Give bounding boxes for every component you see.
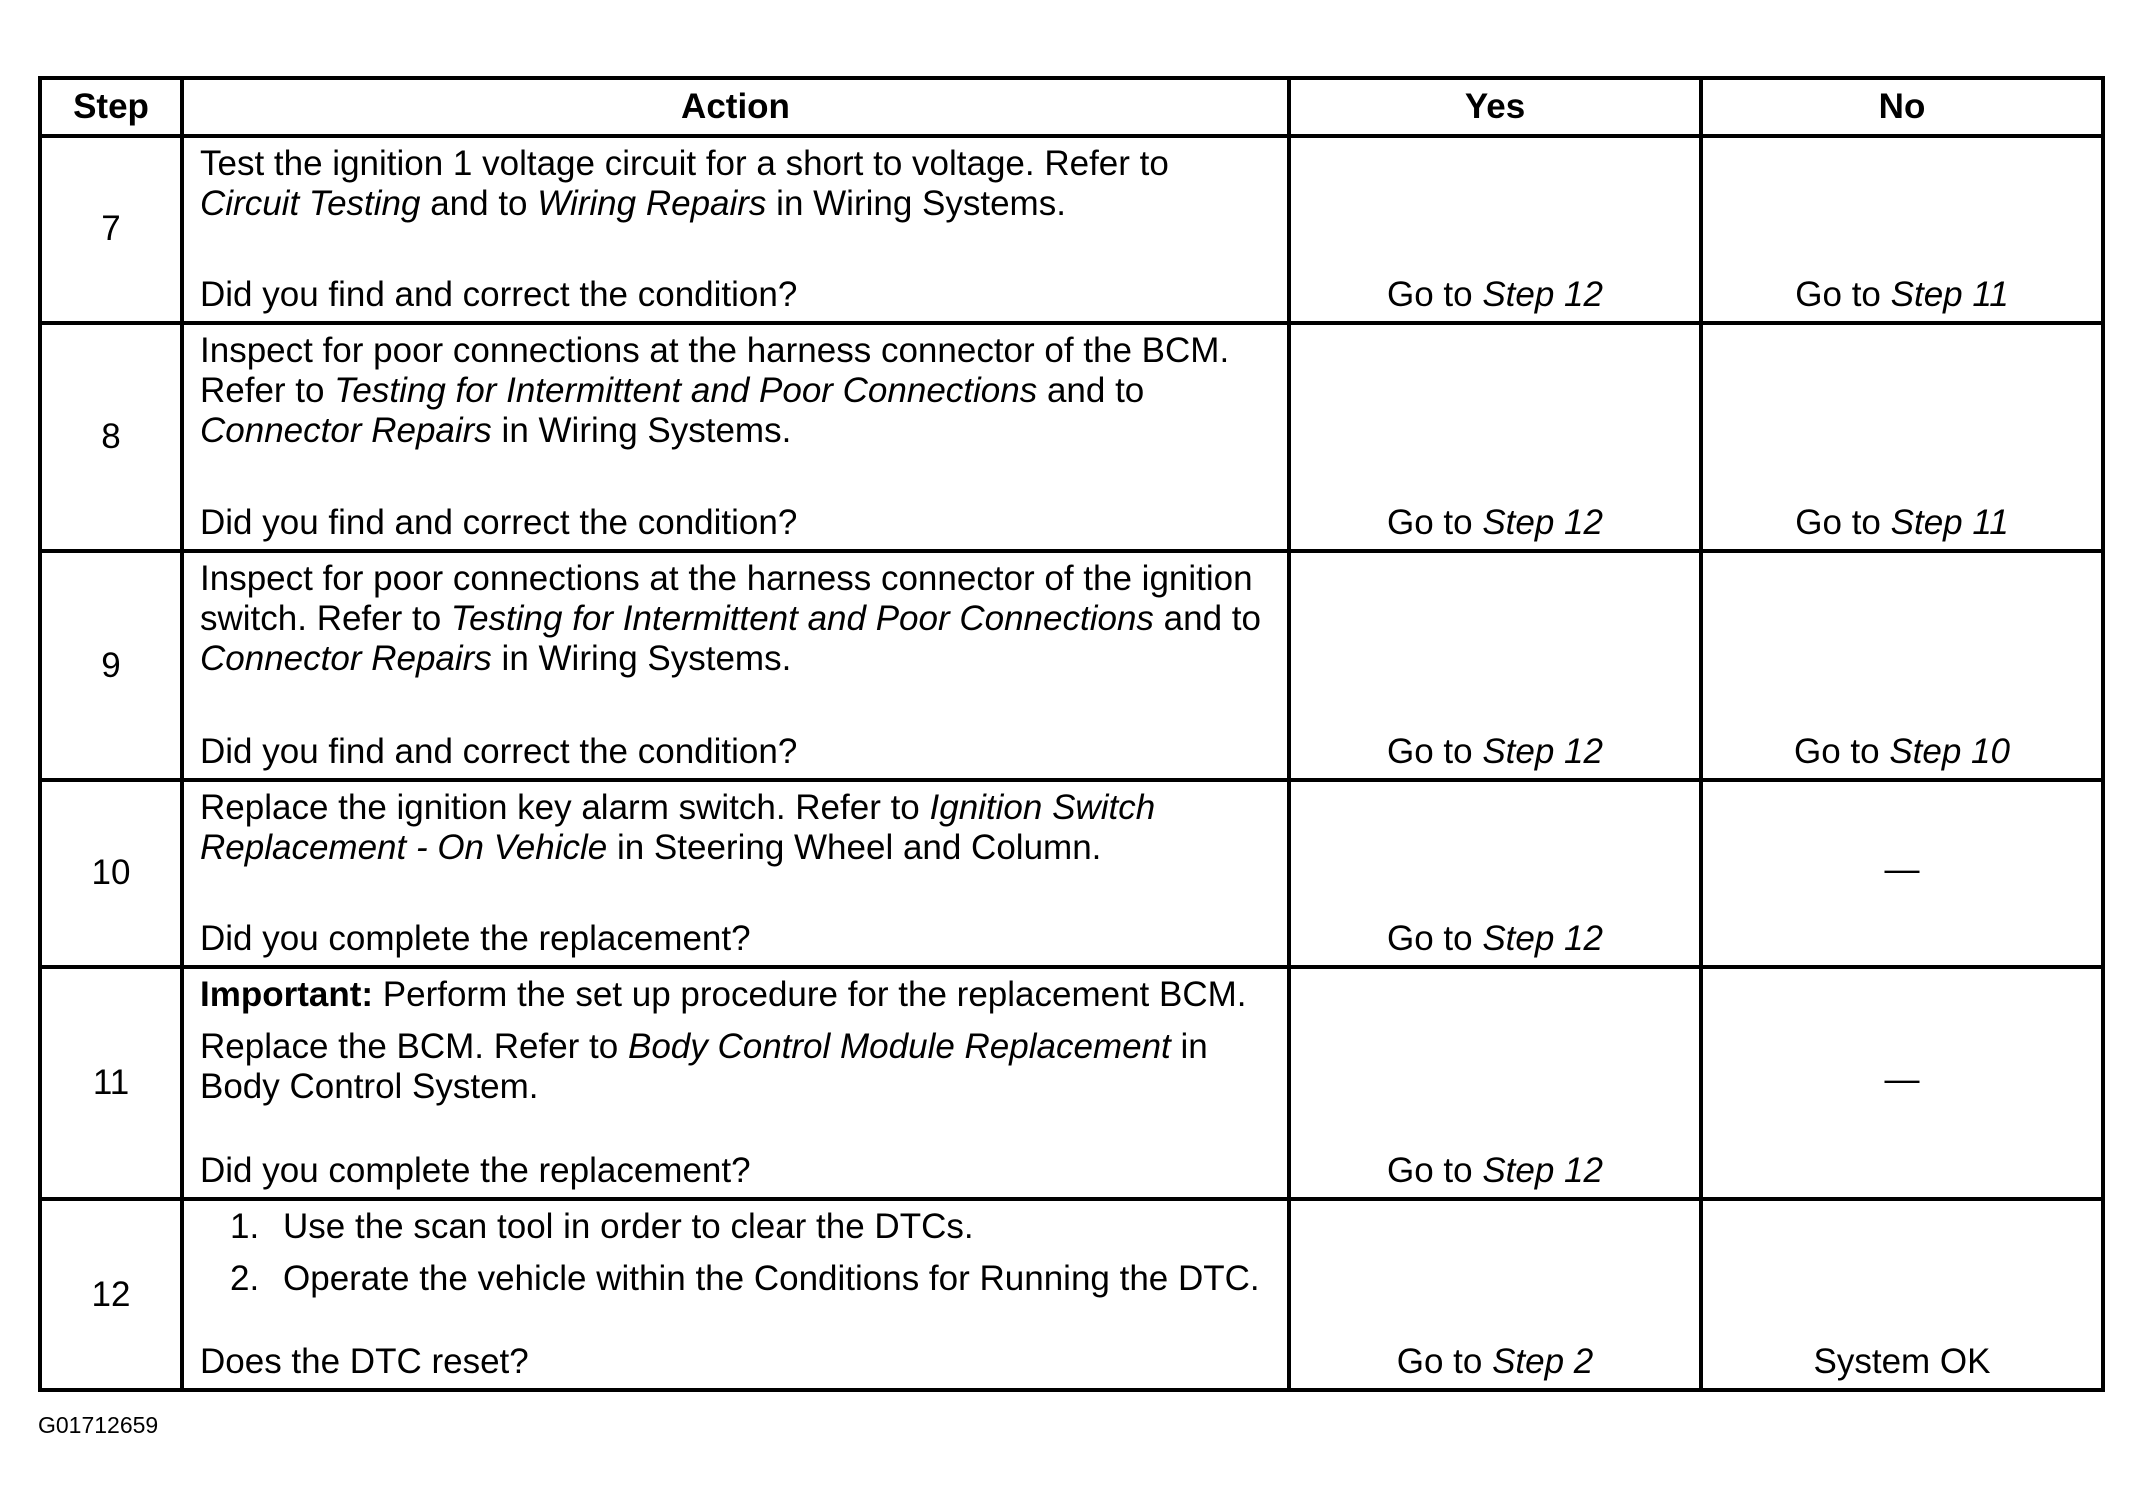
no-cell [1701, 967, 2103, 1200]
list-text: Use the scan tool in order to clear the DTCs. [283, 1207, 974, 1247]
no-cell [1701, 780, 2103, 967]
yes-prefix: Go to [1387, 1151, 1483, 1191]
no-step-link[interactable]: Step 11 [1890, 503, 2009, 543]
action-text-run: in Wiring Systems. [491, 639, 792, 679]
action-text [200, 1027, 1273, 1107]
list-text: Operate the vehicle within the Conditions for Running the DTC. [283, 1259, 1260, 1299]
table-row [40, 323, 2103, 552]
step-number: 7 [40, 136, 182, 323]
yes-step-link[interactable]: Step 2 [1492, 1342, 1594, 1381]
reference-link[interactable]: Connector Repairs [200, 639, 492, 679]
action-question: Did you complete the replacement? [200, 1151, 751, 1191]
action-cell [182, 780, 1289, 967]
action-cell [182, 967, 1289, 1200]
no-dash: — [1884, 1059, 1920, 1099]
list-number: 2. [230, 1259, 260, 1299]
step-number: 8 [40, 323, 182, 552]
yes-cell [1289, 551, 1701, 780]
no-prefix: Go to [1795, 274, 1891, 314]
no-prefix: Go to [1794, 732, 1890, 772]
action-question: Did you find and correct the condition? [200, 274, 798, 314]
table-row [40, 780, 2103, 967]
action-text-run: Inspect for poor connections at the harness connector of the BCM. Refer to [200, 330, 1230, 410]
reference-link[interactable]: Testing for Intermittent and Poor Connections [450, 599, 1154, 639]
action-text [200, 559, 1273, 679]
action-text-run: Replace the BCM. Refer to [200, 1026, 628, 1066]
action-question: Did you find and correct the condition? [200, 503, 798, 543]
yes-step-link[interactable]: Step 12 [1482, 918, 1603, 958]
yes-cell [1289, 967, 1701, 1200]
table-row [40, 1199, 2103, 1390]
yes-step-link[interactable]: Step 12 [1482, 1151, 1603, 1191]
important-text: Perform the set up procedure for the replacement BCM. [373, 974, 1247, 1014]
yes-cell [1289, 323, 1701, 552]
action-cell [182, 1199, 1289, 1390]
reference-link[interactable]: Body Control Module Replacement [627, 1026, 1171, 1066]
step-number: 11 [40, 967, 182, 1200]
action-question: Does the DTC reset? [200, 1342, 529, 1381]
action-cell [182, 323, 1289, 552]
yes-cell [1289, 1199, 1701, 1390]
header-step: Step [40, 78, 182, 136]
action-question: Did you complete the replacement? [200, 918, 751, 958]
procedure-list [200, 1207, 1273, 1299]
yes-prefix: Go to [1396, 1342, 1493, 1381]
action-text-run: Test the ignition 1 voltage circuit for a short to voltage. Refer to [200, 144, 1169, 183]
header-no: No [1701, 78, 2103, 136]
important-label: Important: [200, 974, 374, 1014]
action-text-run: in Wiring Systems. [491, 410, 792, 450]
yes-prefix: Go to [1387, 918, 1483, 958]
list-item [200, 1207, 1273, 1247]
reference-link[interactable]: Wiring Repairs [537, 184, 767, 223]
list-number: 1. [230, 1207, 260, 1247]
action-text-run: in Wiring Systems. [766, 184, 1066, 223]
yes-cell [1289, 136, 1701, 323]
yes-step-link[interactable]: Step 12 [1482, 274, 1603, 314]
no-step-link[interactable]: Step 10 [1889, 732, 2010, 772]
no-cell [1701, 323, 2103, 552]
header-row [40, 78, 2103, 136]
action-text [200, 331, 1273, 451]
action-question: Did you find and correct the condition? [200, 732, 798, 772]
action-text [200, 144, 1273, 224]
action-text-run: in Steering Wheel and Column. [607, 828, 1102, 868]
reference-link[interactable]: Testing for Intermittent and Poor Connections [334, 370, 1038, 410]
action-text-run: and to [1153, 599, 1261, 639]
yes-step-link[interactable]: Step 12 [1482, 503, 1603, 543]
header-yes: Yes [1289, 78, 1701, 136]
table-row [40, 136, 2103, 323]
step-number: 12 [40, 1199, 182, 1390]
diagnostic-table [38, 76, 2105, 1392]
reference-link[interactable]: Circuit Testing [200, 184, 421, 223]
list-item [200, 1259, 1273, 1299]
action-text-run: and to [1037, 370, 1145, 410]
yes-cell [1289, 780, 1701, 967]
table-row [40, 967, 2103, 1200]
no-cell [1701, 136, 2103, 323]
action-text-run: in Body Control System. [200, 1026, 1208, 1106]
no-step-link[interactable]: Step 11 [1890, 274, 2009, 314]
figure-id: G01712659 [38, 1412, 159, 1438]
action-cell [182, 136, 1289, 323]
action-text-run: Inspect for poor connections at the harness connector of the ignition switch. Refer to [200, 559, 1253, 639]
no-dash: — [1884, 850, 1920, 890]
action-cell [182, 551, 1289, 780]
yes-prefix: Go to [1387, 732, 1483, 772]
no-cell [1701, 1199, 2103, 1390]
step-number: 9 [40, 551, 182, 780]
yes-step-link[interactable]: Step 12 [1482, 732, 1603, 772]
reference-link[interactable]: Ignition Switch Replacement - On Vehicle [200, 788, 1156, 868]
table-row [40, 551, 2103, 780]
action-text-run: Replace the ignition key alarm switch. Refer to [200, 788, 930, 828]
important-note [200, 975, 1273, 1015]
yes-prefix: Go to [1387, 503, 1483, 543]
step-number: 10 [40, 780, 182, 967]
header-action: Action [182, 78, 1289, 136]
no-cell [1701, 551, 2103, 780]
action-text [200, 788, 1273, 868]
action-text-run: and to [420, 184, 538, 223]
yes-prefix: Go to [1387, 274, 1483, 314]
no-prefix: Go to [1795, 503, 1891, 543]
reference-link[interactable]: Connector Repairs [200, 410, 492, 450]
no-result: System OK [1813, 1342, 1991, 1381]
